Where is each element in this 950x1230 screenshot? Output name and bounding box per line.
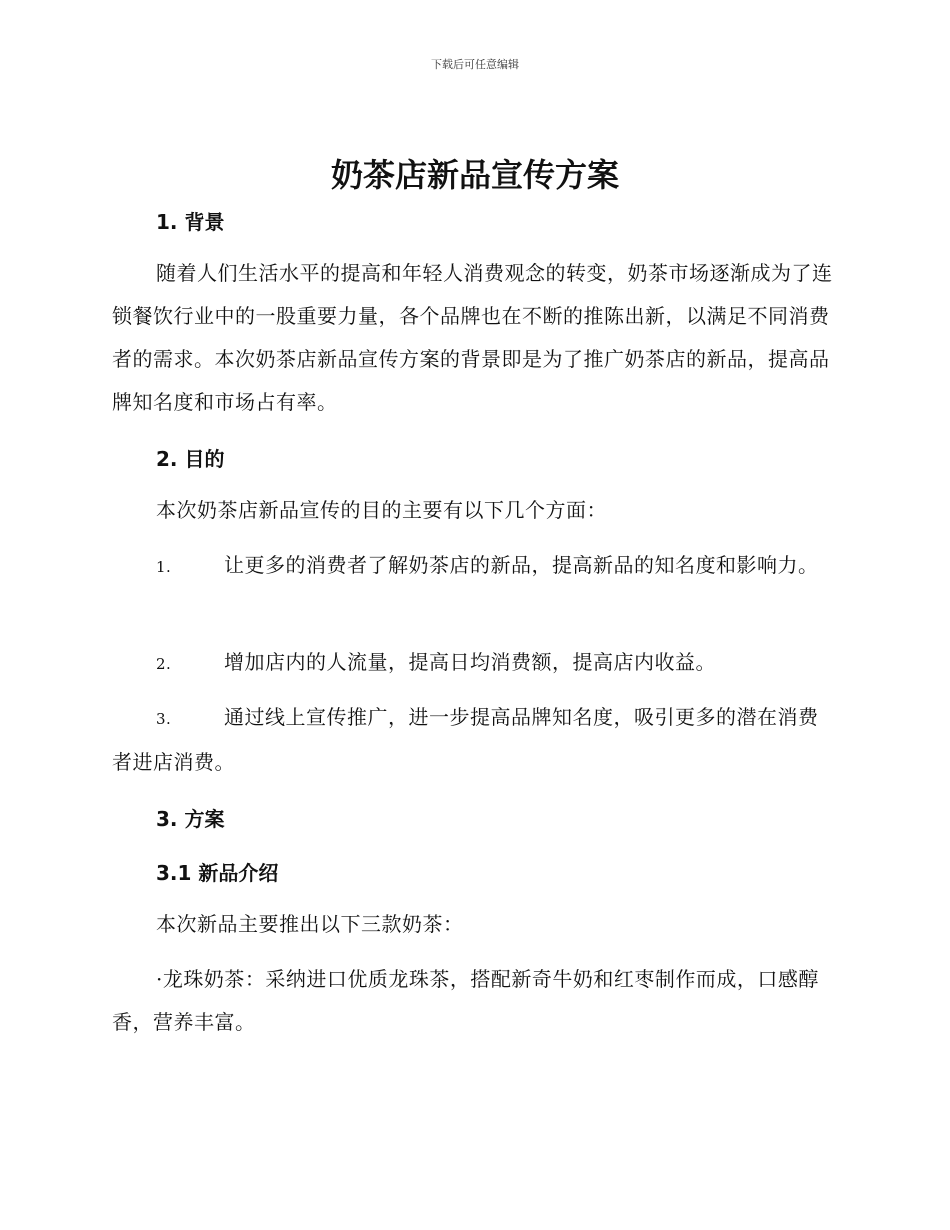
document-title: 奶茶店新品宣传方案 [330,156,619,194]
list-text: 增加店内的人流量，提高日均消费额，提高店内收益。 [224,650,716,674]
list-text: 通过线上宣传推广，进一步提高品牌知名度，吸引更多的潜在消费者进店消费。 [112,705,819,774]
bullet-text: 龙珠奶茶：采纳进口优质龙珠茶，搭配新奇牛奶和红枣制作而成，口感醇香，营养丰富。 [112,967,819,1034]
list-text: 让更多的消费者了解奶茶店的新品，提高新品的知名度和影响力。 [224,553,819,577]
purpose-item-3 [112,696,838,784]
section-heading-plan: 3. 方案 [156,807,225,831]
list-number: 2. [156,655,172,673]
list-number: 3. [156,710,172,728]
plan-intro: 本次新品主要推出以下三款奶茶： [156,912,464,936]
purpose-item-1 [112,544,838,589]
list-number: 1. [156,558,172,576]
section-heading-purpose: 2. 目的 [156,447,225,471]
purpose-item-2 [112,641,838,686]
purpose-intro: 本次奶茶店新品宣传的目的主要有以下几个方面： [156,498,607,522]
header-note: 下载后可任意编辑 [431,58,519,71]
plan-bullet-item [112,958,838,1044]
bullet-mark: · [156,967,163,991]
subsection-heading-new-products: 3.1 新品介绍 [156,861,279,885]
section-heading-background: 1. 背景 [156,210,225,234]
background-paragraph: 随着人们生活水平的提高和年轻人消费观念的转变，奶茶市场逐渐成为了连锁餐饮行业中的一股重要力量，各个品牌也在不断的推陈出新，以满足不同消费者的需求。本次奶茶店新品宣传方案的背景即是为了推广奶茶店的新品，提高品牌知名度和市场占有率。 [112,261,833,414]
